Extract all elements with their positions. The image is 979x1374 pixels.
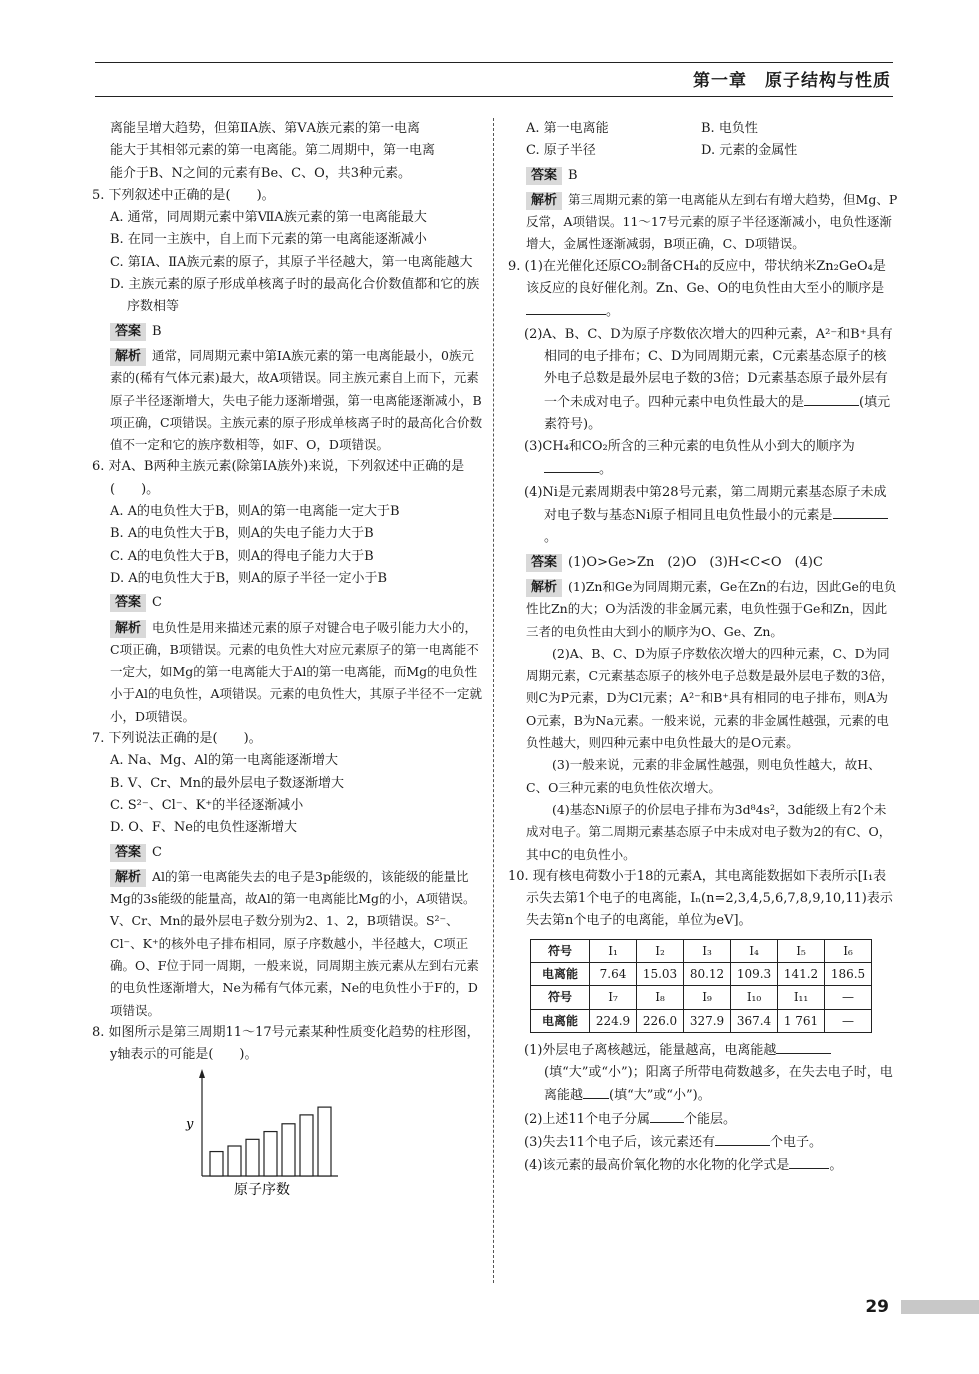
table-cell: I₇	[590, 986, 637, 1009]
answer-value: B	[152, 323, 162, 339]
explanation-tag: 解析	[526, 192, 562, 210]
table-cell: 109.3	[731, 962, 778, 985]
table-cell: —	[825, 986, 872, 1009]
question-8-explanation	[526, 189, 898, 256]
table-cell: 226.0	[637, 1009, 684, 1032]
question-10-part-1: (1)外层电子离核越远，能量越高，电离能越(填“大”或“小”)；阳离子所带电荷数越多，在失去电子时，电离能越 (填“大”或“小”)。	[508, 1039, 898, 1108]
question-10-part-3: (3)失去11个电子后，该元素还有 个电子。	[508, 1131, 898, 1154]
answer-blank[interactable]	[526, 300, 606, 315]
question-8-option-b: B. 电负性	[701, 121, 758, 136]
table-cell: 7.64	[590, 962, 637, 985]
table-cell: I₁₀	[731, 986, 778, 1009]
question-5-option-c: C. 第ⅠA、ⅡA族元素的原子，其原子半径越大，第一电离能越大	[110, 254, 473, 270]
explanation-text: Al的第一电离能失去的电子是3p能级的，该能级的能量比Mg的3s能级的能量高，故Al的第一电离能比Mg的小，A项错误。V、Cr、Mn的最外层电子数分别为2、1、2，B项错误。S²⁻、Cl⁻、K⁺的核外电子排布相同，原子序数越小，半径越大，C项正确。O、F位于同一周期，一般来说，同周期主族元素从左到右元素的电负性逐渐增大，Ne为稀有气体元素，Ne的电负性小于F的，D项错误。	[110, 868, 479, 1018]
table-cell: I₂	[637, 939, 684, 962]
left-column	[92, 118, 484, 1205]
table-cell: I₆	[825, 939, 872, 962]
question-7-option-b: B. V、Cr、Mn的最外层电子数逐渐增大	[110, 775, 345, 791]
table-row-header: 符号	[531, 939, 590, 962]
ionization-table-body	[531, 939, 872, 1032]
answer-blank[interactable]	[715, 1131, 770, 1146]
table-cell: I₅	[778, 939, 825, 962]
question-6-option-a: A. A的电负性大于B，则A的第一电离能一定大于B	[110, 504, 400, 520]
table-cell: I₄	[731, 939, 778, 962]
x-axis-label: 原子序数	[234, 1182, 290, 1197]
table-cell: I₉	[684, 986, 731, 1009]
answer-value: B	[568, 167, 578, 183]
question-8-option-c: C. 原子半径	[526, 143, 596, 159]
question-5-stem: 5. 下列叙述中正确的是( )。	[92, 187, 275, 203]
question-10-part-2: (2)上述11个电子分属 个能层。	[508, 1108, 898, 1131]
answer-blank[interactable]	[776, 1039, 831, 1054]
question-10-part-4: (4)该元素的最高价氧化物的水化物的化学式是 。	[508, 1154, 898, 1177]
table-row	[531, 962, 872, 985]
answer-tag: 答案	[110, 594, 146, 612]
answer-tag: 答案	[110, 323, 146, 341]
question-6-stem: 6. 对A、B两种主族元素(除第ⅠA族外)来说，下列叙述中正确的是( )。	[92, 459, 465, 497]
question-6-option-c: C. A的电负性大于B，则A的得电子能力大于B	[110, 548, 374, 564]
chart-bar	[264, 1132, 277, 1176]
chart-bar	[300, 1115, 313, 1176]
bar-group	[210, 1108, 331, 1177]
question-5-option-b: B. 在同一主族中，自上而下元素的第一电离能逐渐减小	[110, 232, 427, 248]
answer-value: C	[152, 595, 162, 611]
table-row	[531, 1009, 872, 1032]
question-9-explanation-1	[526, 576, 898, 643]
explanation-text: 第三周期元素的第一电离能从左到右有增大趋势，但Mg、P反常，A项错误。11～17号元素的原子半径逐渐减小，电负性逐渐增大，金属性逐渐减弱，B项正确，C、D项错误。	[526, 191, 898, 252]
answer-blank[interactable]	[789, 1154, 829, 1169]
question-7-answer	[110, 842, 484, 864]
answer-blank[interactable]	[804, 391, 859, 406]
explanation-tag: 解析	[110, 869, 146, 887]
answer-value: C	[152, 844, 162, 860]
table-cell: 327.9	[684, 1009, 731, 1032]
table-row	[531, 939, 872, 962]
table-row-header: 电离能	[531, 1009, 590, 1032]
question-8-answer	[526, 165, 898, 187]
question-5-explanation	[110, 345, 484, 456]
question-10-stem: 10. 现有核电荷数小于18的元素A，其电离能数据如下表所示[I₁表示失去第1个电子的电离能，Iₙ(n=2,3,4,5,6,7,8,9,10,11)表示失去第n个电子的电离能，单位为eV]。	[508, 868, 893, 929]
explanation-text: (1)Zn和Ge为同周期元素，Ge在Zn的右边，因此Ge的电负性比Zn的大；O为活泼的非金属元素，电负性强于Ge和Zn，因此三者的电负性由大到小的顺序为O、Ge、Zn。	[526, 578, 897, 639]
intro-line: 能大于其相邻元素的第一电离能。第二周期中，第一电离	[110, 143, 436, 159]
ionization-energy-table	[530, 939, 872, 1033]
intro-line: 离能呈增大趋势，但第ⅡA族、第ⅤA族元素的第一电离	[110, 121, 421, 136]
answer-blank[interactable]	[544, 458, 599, 473]
question-5-answer	[110, 321, 484, 343]
page-number: 29	[865, 1297, 889, 1317]
top-rule	[95, 62, 893, 63]
question-7-explanation	[110, 866, 484, 1022]
question-9-explanation-3: (3)一般来说，元素的非金属性越强，则电负性越大，故H、C、O三种元素的电负性依次增大。	[526, 757, 881, 795]
page-tab-bar	[901, 1300, 979, 1314]
right-column	[508, 118, 898, 1178]
question-5-option-d: D. 主族元素的原子形成单核离子时的最高化合价数值都和它的族序数相等	[110, 277, 480, 315]
column-divider	[493, 118, 494, 1283]
table-cell: 186.5	[825, 962, 872, 985]
table-row-header: 电离能	[531, 962, 590, 985]
explanation-tag: 解析	[110, 620, 146, 638]
question-7-option-d: D. O、F、Ne的电负性逐渐增大	[110, 820, 297, 836]
table-cell: 80.12	[684, 962, 731, 985]
chart-bar	[318, 1108, 331, 1177]
question-8-options	[526, 118, 898, 163]
question-6-answer	[110, 592, 484, 614]
explanation-text: 通常，同周期元素中第ⅠA族元素的第一电离能最小，0族元素的(稀有气体元素)最大，故A项错误。同主族元素自上而下，元素原子半径逐渐增大，失电子能力逐渐增强，第一电离能逐渐减小，B项正确，C项错误。主族元素的原子形成单核离子时的最高化合价数值不一定和它的族序数相等，如F、O，D项错误。	[110, 347, 483, 453]
question-6-option-d: D. A的电负性大于B，则A的原子半径一定小于B	[110, 570, 388, 586]
answer-tag: 答案	[110, 844, 146, 862]
explanation-text: 电负性是用来描述元素的原子对键合电子吸引能力大小的，C项正确，B项错误。元素的电负性大对应元素原子的第一电离能不一定大，如Mg的第一电离能大于Al的第一电离能，而Mg的电负性小于Al的电负性，A项错误。元素的电负性大，其原子半径不一定就小，D项错误。	[110, 619, 483, 724]
question-9-part-3: (3)CH₄和CO₂所含的三种元素的电负性从小到大的顺序为。	[524, 439, 855, 478]
question-8-option-d: D. 元素的金属性	[701, 143, 798, 159]
table-cell: —	[825, 1009, 872, 1032]
chart-bar	[228, 1146, 241, 1176]
table-cell: 141.2	[778, 962, 825, 985]
question-9-explanation-2: (2)A、B、C、D为原子序数依次增大的四种元素，C、D为同周期元素，C元素基态原子的核外电子总数是最外层电子数的3倍，则C为P元素，D为Cl元素；A²⁻和B⁺具有相同的电子排布，则A为O元素，B为Na元素。一般来说，元素的非金属性越强，元素的电负性越大，则四种元素中电负性最大的是O元素。	[526, 645, 894, 751]
table-row	[531, 986, 872, 1009]
answer-tag: 答案	[526, 167, 562, 185]
chapter-title: 第一章 原子结构与性质	[693, 71, 891, 91]
table-cell: I₁₁	[778, 986, 825, 1009]
question-8-stem: 8. 如图所示是第三周期11～17号元素某种性质变化趋势的柱形图，y轴表示的可能是( )。	[92, 1024, 480, 1063]
question-6-explanation	[110, 617, 484, 728]
y-axis-label: y	[186, 1117, 194, 1133]
question-9-part-1: 9. (1)在光催化还原CO₂制备CH₄的反应中，带状纳米Zn₂GeO₄是该反应的良好催化剂。Zn、Ge、O的电负性由大至小的顺序是。	[508, 258, 886, 320]
answer-blank[interactable]	[650, 1108, 684, 1123]
table-cell: I₃	[684, 939, 731, 962]
chart-bar	[246, 1140, 259, 1177]
question-7-option-a: A. Na、Mg、Al的第一电离能逐渐增大	[110, 753, 338, 769]
question-7-stem: 7. 下列说法正确的是( )。	[92, 731, 262, 747]
answer-blank[interactable]	[583, 1084, 609, 1099]
header-rule	[95, 96, 893, 97]
question-8-option-a: A. 第一电离能	[526, 121, 609, 136]
question-5-option-a: A. 通常，同周期元素中第ⅦA族元素的第一电离能最大	[110, 210, 427, 226]
table-cell: 224.9	[590, 1009, 637, 1032]
question-9-explanation-4: (4)基态Ni原子的价层电子排布为3d⁸4s²，3d能级上有2个未成对电子。第二周期元素基态原子中未成对电子数为2的有C、O，其中C的电负性小。	[526, 801, 892, 862]
explanation-tag: 解析	[526, 579, 562, 597]
chart-bar	[282, 1124, 295, 1176]
answer-blank[interactable]	[833, 504, 888, 519]
table-row-header: 符号	[531, 986, 590, 1009]
intro-line: 能介于B、N之间的元素有Be、C、O，共3种元素。	[110, 165, 412, 181]
explanation-tag: 解析	[110, 348, 146, 366]
question-6-option-b: B. A的电负性大于B，则A的失电子能力大于B	[110, 526, 374, 542]
table-cell: 15.03	[637, 962, 684, 985]
answer-value: (1)O>Ge>Zn (2)O (3)H<C<O (4)C	[568, 554, 823, 570]
question-7-option-c: C. S²⁻、Cl⁻、K⁺的半径逐渐减小	[110, 797, 304, 813]
answer-tag: 答案	[526, 554, 562, 572]
y-axis-arrow	[199, 1069, 205, 1078]
table-cell: I₈	[637, 986, 684, 1009]
table-cell: 1 761	[778, 1009, 825, 1032]
table-cell: I₁	[590, 939, 637, 962]
chart-bar	[210, 1152, 223, 1176]
question-9-answer	[526, 552, 898, 574]
bar-chart	[172, 1066, 352, 1196]
question-9-part-4: (4)Ni是元素周期表中第28号元素，第二周期元素基态原子未成对电子数与基态Ni原子相同且电负性最小的元素是。	[524, 484, 887, 546]
table-cell: 367.4	[731, 1009, 778, 1032]
question-9-part-2: (2)A、B、C、D为原子序数依次增大的四种元素，A²⁻和B⁺具有相同的电子排布；C、D为同周期元素，C元素基态原子的核外电子总数是最外层电子数的3倍；D元素基态原子最外层有一个未成对电子。四种元素中电负性最大的是 (填元素符号)。	[524, 326, 893, 432]
